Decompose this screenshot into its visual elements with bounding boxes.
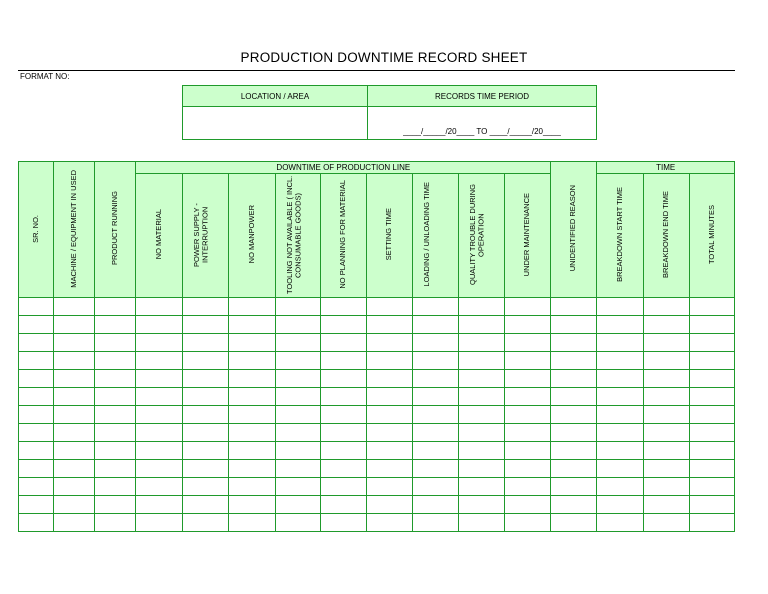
table-cell[interactable] [95,298,136,316]
table-cell[interactable] [321,370,367,388]
table-cell[interactable] [412,334,458,352]
table-cell[interactable] [504,406,550,424]
table-cell[interactable] [136,514,182,532]
table-cell[interactable] [276,478,321,496]
table-cell[interactable] [551,442,597,460]
table-cell[interactable] [136,478,182,496]
table-cell[interactable] [54,460,95,478]
table-cell[interactable] [458,514,504,532]
table-cell[interactable] [321,424,367,442]
table-cell[interactable] [19,334,54,352]
table-cell[interactable] [136,370,182,388]
table-cell[interactable] [643,406,689,424]
table-cell[interactable] [597,514,643,532]
table-cell[interactable] [19,442,54,460]
table-cell[interactable] [182,460,228,478]
column-header: BREAKDOWN START TIME [597,174,643,298]
table-cell[interactable] [276,388,321,406]
table-cell[interactable] [551,388,597,406]
table-cell[interactable] [95,406,136,424]
table-cell[interactable] [504,496,550,514]
table-cell[interactable] [182,478,228,496]
table-cell[interactable] [689,496,734,514]
table-cell[interactable] [136,406,182,424]
table-cell[interactable] [367,442,412,460]
table-cell[interactable] [367,478,412,496]
column-header: QUALITY TROUBLE DURING OPERATION [458,174,504,298]
table-cell[interactable] [551,298,597,316]
table-cell[interactable] [412,298,458,316]
table-cell[interactable] [54,298,95,316]
table-cell[interactable] [276,514,321,532]
table-cell[interactable] [597,460,643,478]
table-cell[interactable] [136,316,182,334]
table-cell[interactable] [54,478,95,496]
table-cell[interactable] [458,442,504,460]
table-cell[interactable] [182,352,228,370]
table-cell[interactable] [19,460,54,478]
table-cell[interactable] [182,514,228,532]
table-cell[interactable] [136,298,182,316]
record-rows [19,298,735,532]
table-cell[interactable] [228,442,275,460]
table-cell[interactable] [458,496,504,514]
table-cell[interactable] [458,370,504,388]
table-cell[interactable] [228,316,275,334]
table-cell[interactable] [95,496,136,514]
table-cell[interactable] [412,460,458,478]
table-cell[interactable] [228,370,275,388]
table-cell[interactable] [95,424,136,442]
downtime-record-table [18,161,735,532]
table-cell[interactable] [95,460,136,478]
table-cell[interactable] [689,316,734,334]
table-cell[interactable] [458,316,504,334]
table-cell[interactable] [367,352,412,370]
table-cell[interactable] [367,460,412,478]
table-cell[interactable] [412,514,458,532]
table-cell[interactable] [367,388,412,406]
table-cell[interactable] [597,298,643,316]
table-cell[interactable] [321,316,367,334]
table-cell[interactable] [182,370,228,388]
table-cell[interactable] [597,442,643,460]
table-cell[interactable] [182,406,228,424]
table-cell[interactable] [597,424,643,442]
title-underline [18,70,735,71]
location-area-field[interactable] [183,107,368,140]
table-cell[interactable] [689,388,734,406]
table-cell[interactable] [458,406,504,424]
table-cell[interactable] [643,424,689,442]
table-cell[interactable] [504,298,550,316]
table-cell[interactable] [95,514,136,532]
table-cell[interactable] [458,388,504,406]
table-cell[interactable] [136,334,182,352]
table-cell[interactable] [504,370,550,388]
table-cell[interactable] [643,316,689,334]
table-cell[interactable] [412,370,458,388]
table-cell[interactable] [19,478,54,496]
table-cell[interactable] [182,424,228,442]
table-cell[interactable] [643,298,689,316]
table-cell[interactable] [551,316,597,334]
column-header: POWER SUPPLY - INTERRUPTION [182,174,228,298]
table-cell[interactable] [458,424,504,442]
table-cell[interactable] [136,388,182,406]
table-cell[interactable] [689,370,734,388]
records-time-period-header: RECORDS TIME PERIOD [368,86,597,107]
location-area-header: LOCATION / AREA [183,86,368,107]
table-cell[interactable] [228,514,275,532]
table-cell[interactable] [19,424,54,442]
table-row [19,298,735,316]
table-cell[interactable] [19,406,54,424]
table-cell[interactable] [95,388,136,406]
table-cell[interactable] [551,496,597,514]
table-cell[interactable] [228,334,275,352]
records-time-period-field[interactable]: ____/_____/20____ TO ____/_____/20____ [368,107,597,140]
table-row [19,478,735,496]
table-cell[interactable] [182,316,228,334]
table-cell[interactable] [19,514,54,532]
column-header: NO MANPOWER [228,174,275,298]
table-cell[interactable] [689,478,734,496]
table-cell[interactable] [689,514,734,532]
table-cell[interactable] [228,298,275,316]
table-row [19,406,735,424]
table-cell[interactable] [458,334,504,352]
table-cell[interactable] [95,370,136,388]
table-cell[interactable] [643,352,689,370]
table-cell[interactable] [551,514,597,532]
table-row [19,352,735,370]
table-cell[interactable] [367,424,412,442]
column-header: MACHINE / EQUIPMENT IN USED [54,162,95,298]
table-cell[interactable] [551,406,597,424]
table-cell[interactable] [458,478,504,496]
table-cell[interactable] [228,496,275,514]
table-cell[interactable] [276,316,321,334]
table-cell[interactable] [321,514,367,532]
table-cell[interactable] [689,424,734,442]
table-cell[interactable] [136,496,182,514]
table-cell[interactable] [367,514,412,532]
table-cell[interactable] [551,352,597,370]
table-cell[interactable] [321,478,367,496]
table-cell[interactable] [95,352,136,370]
table-cell[interactable] [412,442,458,460]
column-header: SETTING TIME [367,174,412,298]
table-cell[interactable] [643,388,689,406]
table-cell[interactable] [19,388,54,406]
table-cell[interactable] [182,442,228,460]
table-cell[interactable] [551,478,597,496]
column-header: TOOLING NOT AVAILABLE ( INCL. CONSUMABLE GOODS) [276,174,321,298]
column-header: NO MATERIAL [136,174,182,298]
table-cell[interactable] [689,298,734,316]
table-cell[interactable] [458,460,504,478]
table-cell[interactable] [367,370,412,388]
table-cell[interactable] [504,460,550,478]
table-cell[interactable] [54,388,95,406]
table-cell[interactable] [228,424,275,442]
table-cell[interactable] [276,460,321,478]
table-cell[interactable] [276,298,321,316]
location-period-table [182,85,597,140]
table-cell[interactable] [597,496,643,514]
table-cell[interactable] [458,298,504,316]
table-cell[interactable] [276,442,321,460]
table-cell[interactable] [367,316,412,334]
table-cell[interactable] [321,352,367,370]
table-cell[interactable] [321,406,367,424]
table-row [19,514,735,532]
table-cell[interactable] [276,424,321,442]
table-cell[interactable] [136,442,182,460]
column-header: LOADING / UNLOADING TIME [412,174,458,298]
table-cell[interactable] [597,352,643,370]
table-cell[interactable] [19,298,54,316]
table-cell[interactable] [643,442,689,460]
table-cell[interactable] [504,424,550,442]
table-cell[interactable] [597,370,643,388]
table-cell[interactable] [689,460,734,478]
table-cell[interactable] [276,334,321,352]
table-row [19,316,735,334]
time-group-header: TIME [597,162,735,174]
table-cell[interactable] [412,406,458,424]
table-cell[interactable] [504,388,550,406]
table-row [19,424,735,442]
table-cell[interactable] [228,406,275,424]
table-cell[interactable] [458,352,504,370]
table-cell[interactable] [136,424,182,442]
table-cell[interactable] [54,370,95,388]
column-header: SR. NO. [19,162,54,298]
table-cell[interactable] [643,370,689,388]
table-cell[interactable] [228,460,275,478]
table-cell[interactable] [54,442,95,460]
table-cell[interactable] [504,352,550,370]
table-cell[interactable] [228,478,275,496]
table-cell[interactable] [551,370,597,388]
table-cell[interactable] [689,442,734,460]
column-header: TOTAL MINUTES [689,174,734,298]
table-cell[interactable] [367,334,412,352]
table-row [19,370,735,388]
table-cell[interactable] [597,334,643,352]
table-cell[interactable] [412,496,458,514]
table-cell[interactable] [321,460,367,478]
table-cell[interactable] [367,496,412,514]
table-cell[interactable] [19,316,54,334]
table-cell[interactable] [136,352,182,370]
table-cell[interactable] [54,496,95,514]
table-cell[interactable] [597,478,643,496]
table-cell[interactable] [54,352,95,370]
table-cell[interactable] [182,496,228,514]
table-cell[interactable] [412,424,458,442]
table-cell[interactable] [182,388,228,406]
table-cell[interactable] [504,334,550,352]
table-row [19,460,735,478]
table-cell[interactable] [551,334,597,352]
table-cell[interactable] [689,352,734,370]
table-cell[interactable] [54,316,95,334]
table-cell[interactable] [228,352,275,370]
table-cell[interactable] [95,442,136,460]
table-row [19,496,735,514]
table-cell[interactable] [321,298,367,316]
table-cell[interactable] [367,406,412,424]
column-header: UNIDENTIFIED REASON [551,162,597,298]
table-cell[interactable] [643,334,689,352]
format-number-label: FORMAT NO: [20,72,70,81]
table-cell[interactable] [19,370,54,388]
table-cell[interactable] [412,316,458,334]
table-cell[interactable] [643,514,689,532]
table-cell[interactable] [321,496,367,514]
table-cell[interactable] [276,352,321,370]
table-cell[interactable] [551,460,597,478]
table-cell[interactable] [54,424,95,442]
table-cell[interactable] [321,334,367,352]
table-cell[interactable] [54,406,95,424]
table-cell[interactable] [276,496,321,514]
table-cell[interactable] [54,514,95,532]
table-cell[interactable] [689,406,734,424]
document-title: PRODUCTION DOWNTIME RECORD SHEET [240,50,528,65]
table-cell[interactable] [689,334,734,352]
table-cell[interactable] [504,478,550,496]
table-cell[interactable] [182,298,228,316]
table-row [19,388,735,406]
table-cell[interactable] [228,388,275,406]
table-cell[interactable] [367,298,412,316]
table-cell[interactable] [136,460,182,478]
table-cell[interactable] [276,370,321,388]
table-cell[interactable] [19,352,54,370]
table-cell[interactable] [643,478,689,496]
downtime-group-header: DOWNTIME OF PRODUCTION LINE [136,162,551,174]
table-cell[interactable] [551,424,597,442]
table-cell[interactable] [597,406,643,424]
table-cell[interactable] [95,316,136,334]
table-cell[interactable] [54,334,95,352]
table-cell[interactable] [321,388,367,406]
table-cell[interactable] [597,316,643,334]
table-cell[interactable] [412,478,458,496]
table-cell[interactable] [504,316,550,334]
table-cell[interactable] [504,514,550,532]
table-cell[interactable] [95,478,136,496]
table-cell[interactable] [412,352,458,370]
table-cell[interactable] [95,334,136,352]
table-row [19,442,735,460]
column-header: PRODUCT RUNNING [95,162,136,298]
table-cell[interactable] [643,496,689,514]
table-cell[interactable] [504,442,550,460]
column-header: UNDER MAINTENANCE [504,174,550,298]
table-cell[interactable] [321,442,367,460]
table-cell[interactable] [597,388,643,406]
table-cell[interactable] [412,388,458,406]
table-cell[interactable] [19,496,54,514]
table-cell[interactable] [643,460,689,478]
column-header: NO PLANNING FOR MATERIAL [321,174,367,298]
table-cell[interactable] [182,334,228,352]
table-row [19,334,735,352]
column-header: BREAKDOWN END TIME [643,174,689,298]
table-cell[interactable] [276,406,321,424]
